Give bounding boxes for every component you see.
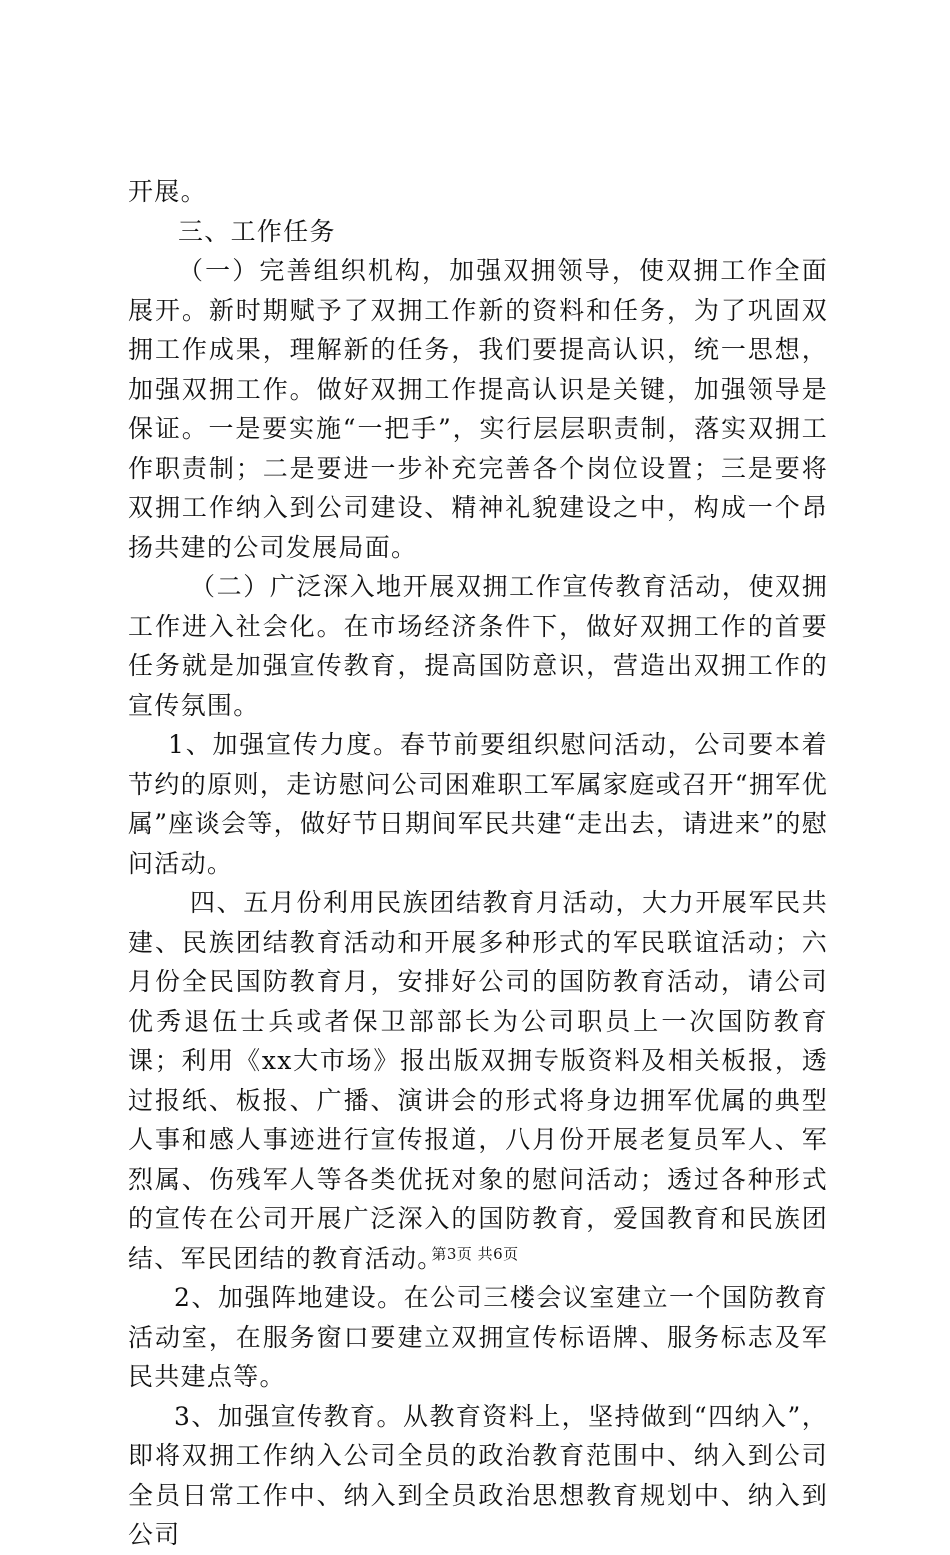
paragraph-education: 3、加强宣传教育。从教育资料上，坚持做到“四纳入”，即将双拥工作纳入公司全员的政治教育范围中、纳入到公司全员日常工作中、纳入到全员政治思想教育规划中、纳入到公司 — [128, 1401, 828, 1549]
paragraph-continuation: 开展。 — [128, 177, 207, 206]
section-heading-work-tasks: 三、工作任务 — [178, 216, 336, 246]
document-body — [128, 172, 828, 1555]
paragraph-monthly-activities: 四、五月份利用民族团结教育月活动，大力开展军民共建、民族团结教育活动和开展多种形式的军民联谊活动；六月份全民国防教育月，安排好公司的国防教育活动，请公司优秀退伍士兵或者保卫部部长为公司职员上一次国防教育课；利用《xx大市场》报出版双拥专版资料及相关板报，透过报纸、板报、广播、演讲会的形式将身边拥军优属的典型人事和感人事迹进行宣传报道，八月份开展老复员军人、军烈属、伤残军人等各类优抚对象的慰问活动；透过各种形式的宣传在公司开展广泛深入的国防教育，爱国教育和民族团结、军民团结的教育活动。 — [128, 888, 828, 1273]
page-number-footer: 第3页 共6页 — [431, 1245, 519, 1263]
paragraph-base-construction: 2、加强阵地建设。在公司三楼会议室建立一个国防教育活动室，在服务窗口要建立双拥宣传标语牌、服务标志及军民共建点等。 — [128, 1283, 828, 1391]
paragraph-publicity: 1、加强宣传力度。春节前要组织慰问活动，公司要本着节约的原则，走访慰问公司困难职工军属家庭或召开“拥军优属”座谈会等，做好节日期间军民共建“走出去，请进来”的慰问活动。 — [128, 730, 828, 878]
paragraph-item-2: （二）广泛深入地开展双拥工作宣传教育活动，使双拥工作进入社会化。在市场经济条件下，做好双拥工作的首要任务就是加强宣传教育，提高国防意识，营造出双拥工作的宣传氛围。 — [128, 572, 828, 720]
paragraph-item-1: （一）完善组织机构，加强双拥领导，使双拥工作全面展开。新时期赋予了双拥工作新的资料和任务，为了巩固双拥工作成果，理解新的任务，我们要提高认识，统一思想，加强双拥工作。做好双拥工作提高认识是关键，加强领导是保证。一是要实施“一把手”，实行层层职责制，落实双拥工作职责制；二是要进一步补充完善各个岗位设置；三是要将双拥工作纳入到公司建设、精神礼貌建设之中，构成一个昂扬共建的公司发展局面。 — [128, 256, 828, 562]
